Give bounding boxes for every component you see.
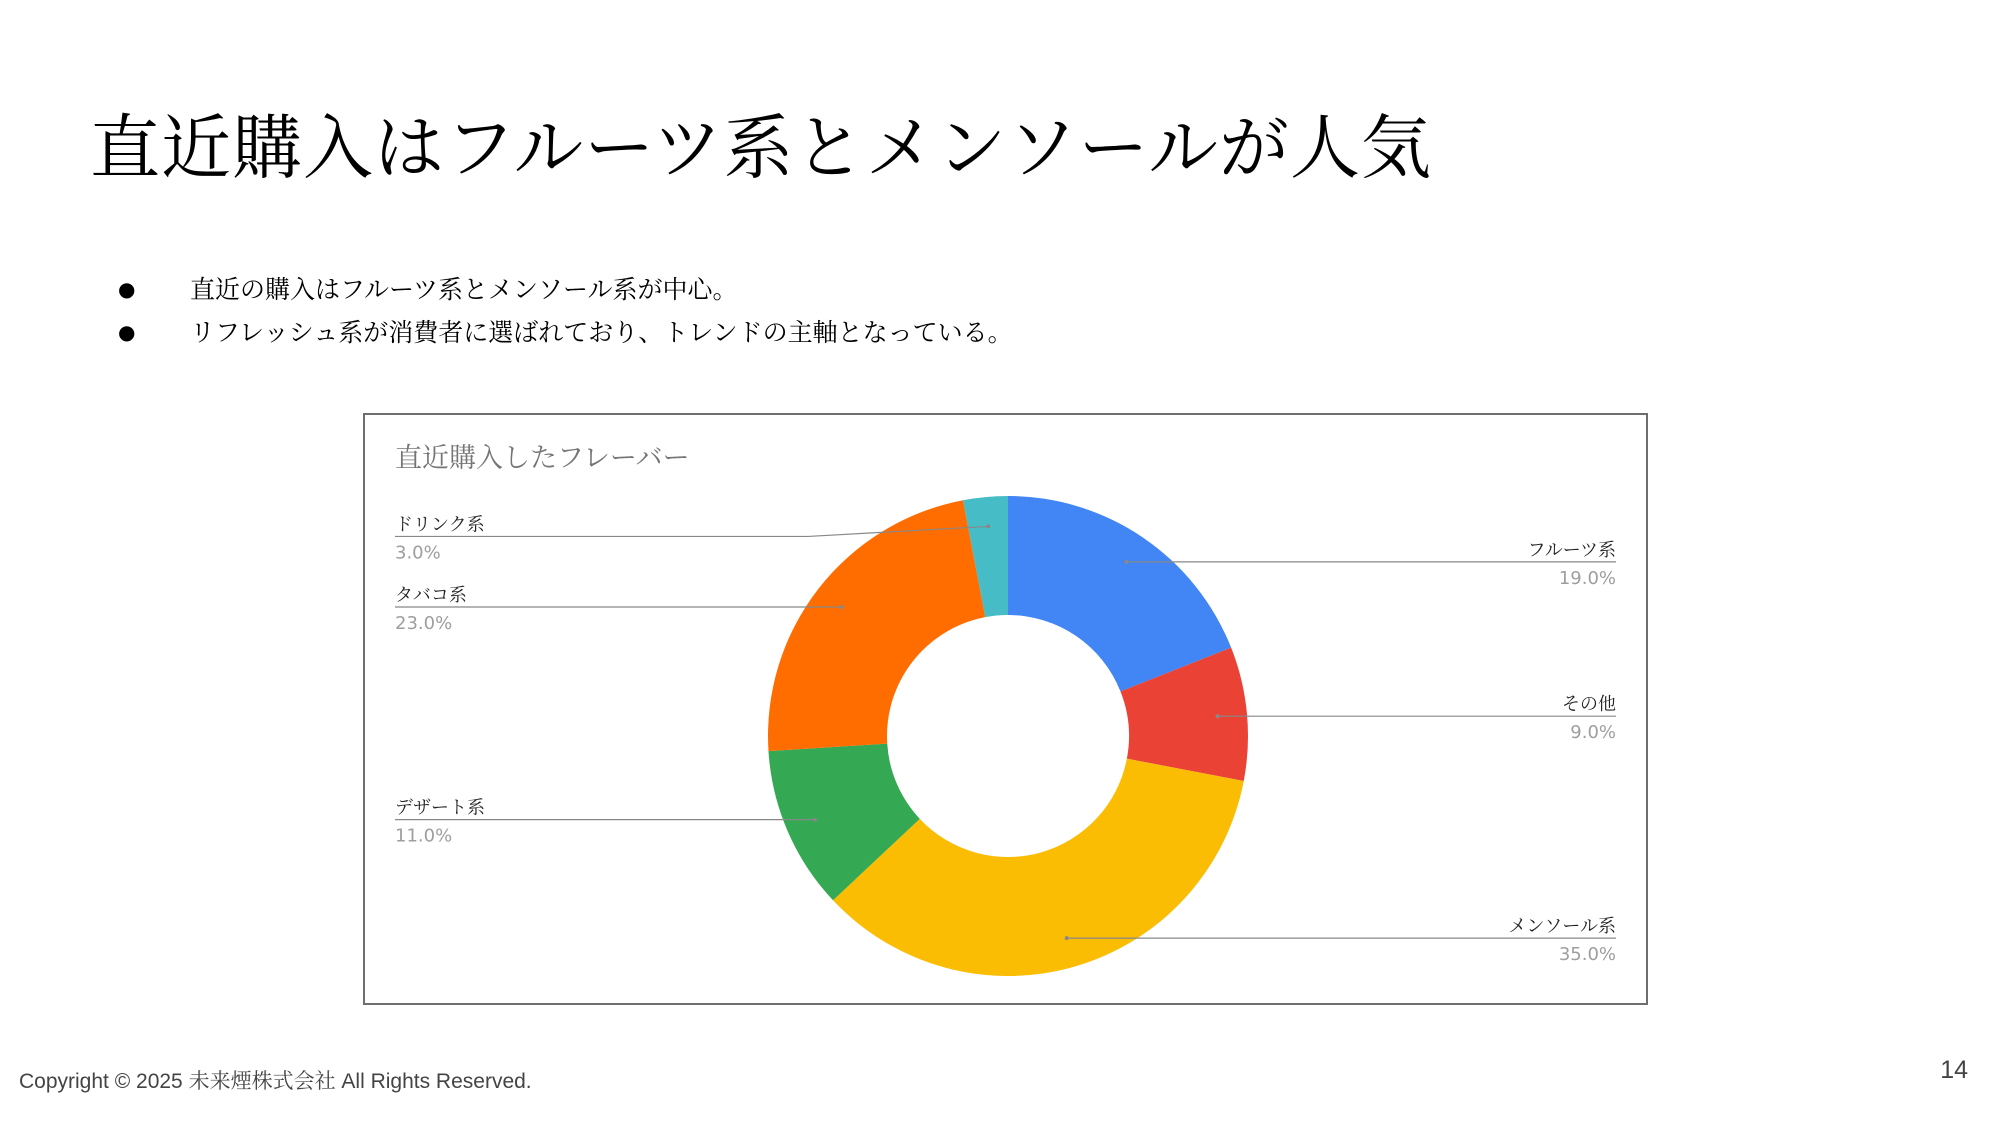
bullet-list (118, 268, 1013, 354)
slice-label: ドリンク系 (395, 514, 485, 536)
slices (768, 496, 1248, 976)
chart-canvas (365, 415, 1646, 1003)
copyright-footer: Copyright © 2025 未来煙株式会社 All Rights Reserved. (19, 1070, 532, 1093)
bullet-item: ● リフレッシュ系が消費者に選ばれており、トレンドの主軸となっている。 (118, 311, 1013, 354)
slice-percentage: 19.0% (1558, 567, 1616, 589)
slice-percentage: 3.0% (395, 542, 441, 564)
slice-タバコ系 (768, 500, 985, 751)
slice-label: フルーツ系 (1527, 539, 1616, 561)
page-number: 14 (1940, 1056, 1968, 1084)
bullet-item: ● 直近の購入はフルーツ系とメンソール系が中心。 (118, 268, 1013, 311)
slice-label: タバコ系 (395, 584, 467, 606)
slice-percentage: 11.0% (395, 825, 453, 847)
slice-label: メンソール系 (1508, 916, 1616, 938)
slice-percentage: 35.0% (1558, 944, 1616, 966)
slice-label: デザート系 (395, 797, 485, 819)
donut-chart (363, 413, 1648, 1005)
chart-title: 直近購入したフレーバー (395, 443, 690, 474)
slice-percentage: 23.0% (395, 612, 453, 634)
slice-label: その他 (1562, 694, 1616, 716)
slide-title: 直近購入はフルーツ系とメンソールが人気 (90, 107, 1432, 189)
slice-percentage: 9.0% (1570, 722, 1616, 744)
